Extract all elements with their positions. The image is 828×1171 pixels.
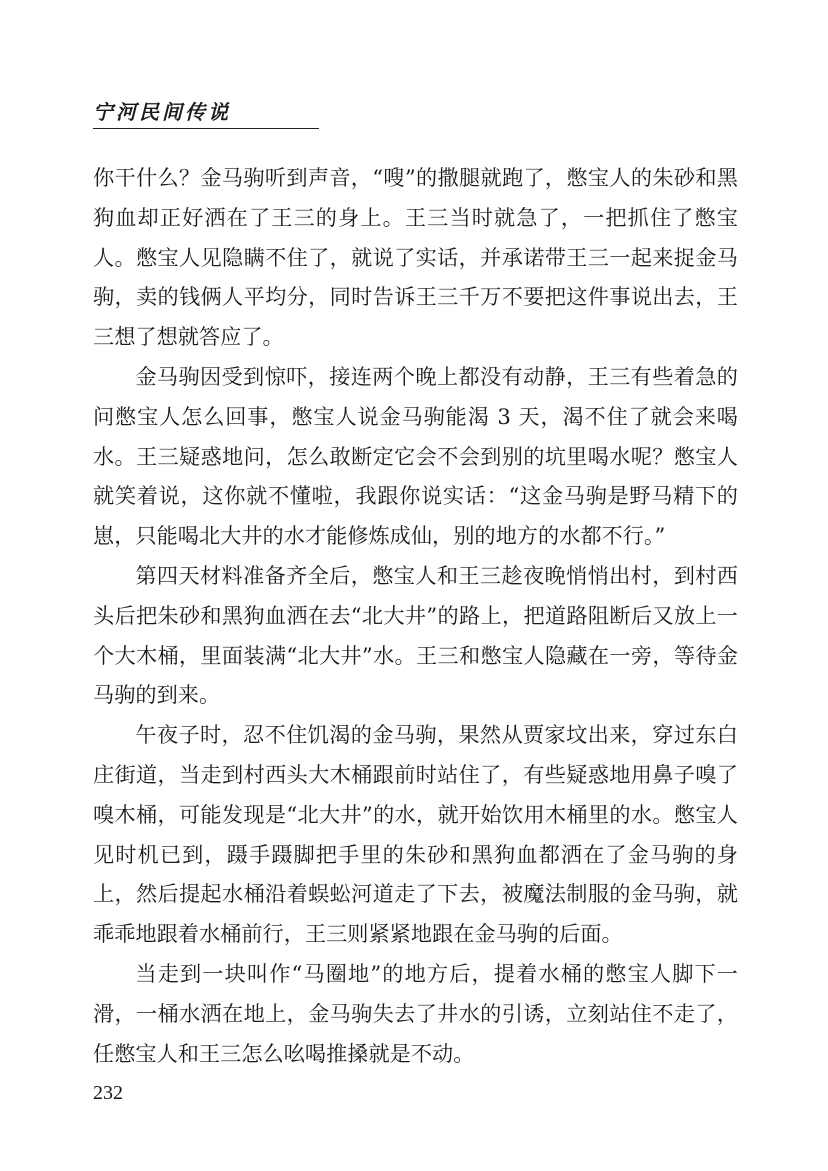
paragraph-continued: 你干什么？金马驹听到声音，“嗖”的撒腿就跑了，憋宝人的朱砂和黑狗血却正好洒在了王三的身上。王三当时就急了，一把抓住了憋宝人。憋宝人见隐瞒不住了，就说了实话，并承诺带王三一起来捉金马驹，卖的钱俩人平均分，同时告诉王三千万不要把这件事说出去，王三想了想就答应了。 bbox=[93, 165, 738, 350]
header-divider bbox=[93, 128, 319, 129]
running-header bbox=[93, 98, 319, 129]
page-number: 232 bbox=[93, 1082, 123, 1104]
paragraph: 第四天材料准备齐全后，憋宝人和王三趁夜晚悄悄出村，到村西头后把朱砂和黑狗血洒在去“北大井”的路上，把道路阻断后又放上一个大木桶，里面装满“北大井”水。王三和憋宝人隐藏在一旁，等待金马驹的到来。 bbox=[93, 562, 738, 708]
book-title: 宁河民间传说 bbox=[93, 100, 231, 124]
paragraph: 当走到一块叫作“马圈地”的地方后，提着水桶的憋宝人脚下一滑，一桶水洒在地上，金马驹失去了井水的引诱，立刻站住不走了，任憋宝人和王三怎么吆喝推搡就是不动。 bbox=[93, 960, 738, 1066]
paragraph: 金马驹因受到惊吓，接连两个晚上都没有动静，王三有些着急的问憋宝人怎么回事，憋宝人说金马驹能渴 3 天，渴不住了就会来喝水。王三疑惑地问，怎么敢断定它会不会到别的坑里喝水呢？憋宝人就笑着说，这你就不懂啦，我跟你说实话：“这金马驹是野马精下的崽，只能喝北大井的水才能修炼成仙，别的地方的水都不行。” bbox=[93, 363, 738, 549]
paragraph: 午夜子时，忍不住饥渴的金马驹，果然从贾家坟出来，穿过东白庄街道，当走到村西头大木桶跟前时站住了，有些疑惑地用鼻子嗅了嗅木桶，可能发现是“北大井”的水，就开始饮用木桶里的水。憋宝人见时机已到，蹑手蹑脚把手里的朱砂和黑狗血都洒在了金马驹的身上，然后提起水桶沿着蜈蚣河道走了下去，被魔法制服的金马驹，就乖乖地跟着水桶前行，王三则紧紧地跟在金马驹的后面。 bbox=[93, 722, 738, 947]
page-body bbox=[93, 158, 738, 1073]
